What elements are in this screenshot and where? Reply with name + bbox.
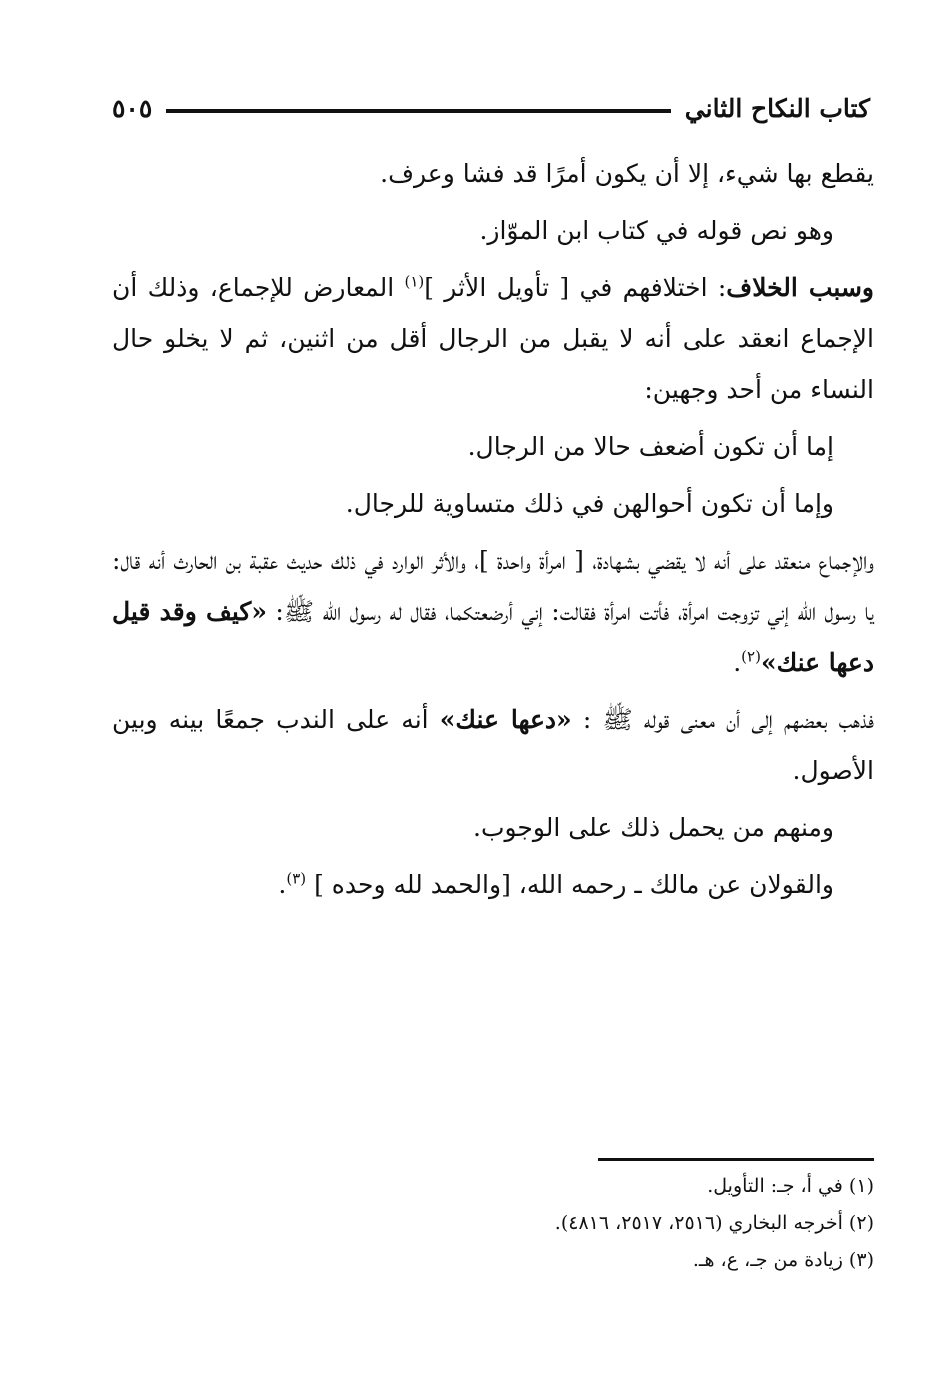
paragraph-3	[112, 262, 874, 415]
paragraph-8: ومنهم من يحمل ذلك على الوجوب.	[473, 813, 834, 842]
chapter-title: كتاب النكاح الثاني	[684, 93, 870, 123]
paragraph-7-text-a: فذهب بعضهم إلى أن معنى قوله ﷺ :	[571, 705, 874, 734]
header-rule	[166, 109, 671, 113]
paragraph-9-end: .	[278, 870, 287, 899]
main-text	[112, 148, 874, 916]
paragraph-3-text-a: : اختلافهم في [ تأويل الأثر ]	[424, 273, 727, 302]
footnote-ref-3[interactable]: (٣)	[286, 869, 307, 888]
footnotes	[300, 1168, 874, 1279]
footnote-1: (١) في أ، جـ: التأويل.	[707, 1175, 874, 1197]
paragraph-7-text-b: أنه على الندب جمعًا بينه وبين الأصول.	[112, 705, 874, 785]
paragraph-3-text-b: المعارض للإجماع، وذلك أن الإجماع انعقد على أنه لا يقبل من الرجال أقل من اثنين، ثم لا يخلو حال النساء من أحد وجهين:	[112, 273, 874, 404]
hadith-quote: «كيف وقد قيل دعها عنك»	[112, 597, 874, 677]
running-header	[112, 88, 870, 128]
page-number: ٥٠٥	[112, 93, 153, 123]
hadith-quote-short: «دعها عنك»	[439, 705, 572, 734]
paragraph-7	[112, 694, 874, 796]
paragraph-6-text: والإجماع منعقد على أنه لا يقضي بشهادة، [ امرأة واحدة ]، والأثر الوارد في ذلك حديث عقبة بن الحارث أنه قال: يا رسول الله إني تزوجت امرأة، فأتت امرأة فقالت: إني أرضعتكما، فقال له رسول الله ﷺ:	[112, 546, 874, 626]
footnote-ref-1[interactable]: (١)	[404, 272, 425, 291]
paragraph-9-text: والقولان عن مالك ـ رحمه الله، [والحمد لله وحده ]	[306, 870, 834, 899]
paragraph-6-end: .	[733, 648, 742, 677]
paragraph-9	[112, 859, 874, 910]
section-lead: وسبب الخلاف	[726, 273, 874, 302]
paragraph-4: إما أن تكون أضعف حالا من الرجال.	[467, 432, 834, 461]
paragraph-6	[112, 535, 874, 688]
footnote-separator	[598, 1158, 874, 1161]
footnote-2: (٢) أخرجه البخاري (٢٥١٦، ٢٥١٧، ٤٨١٦).	[554, 1212, 874, 1234]
footnote-ref-2[interactable]: (٢)	[741, 647, 761, 666]
paragraph-5: وإما أن تكون أحوالهن في ذلك متساوية للرجال.	[345, 489, 834, 518]
footnote-3: (٣) زيادة من جـ، ع، هـ.	[692, 1249, 874, 1271]
paragraph-1: يقطع بها شيء، إلا أن يكون أمرًا قد فشا وعرف.	[380, 159, 874, 188]
paragraph-2: وهو نص قوله في كتاب ابن الموّاز.	[479, 216, 834, 245]
